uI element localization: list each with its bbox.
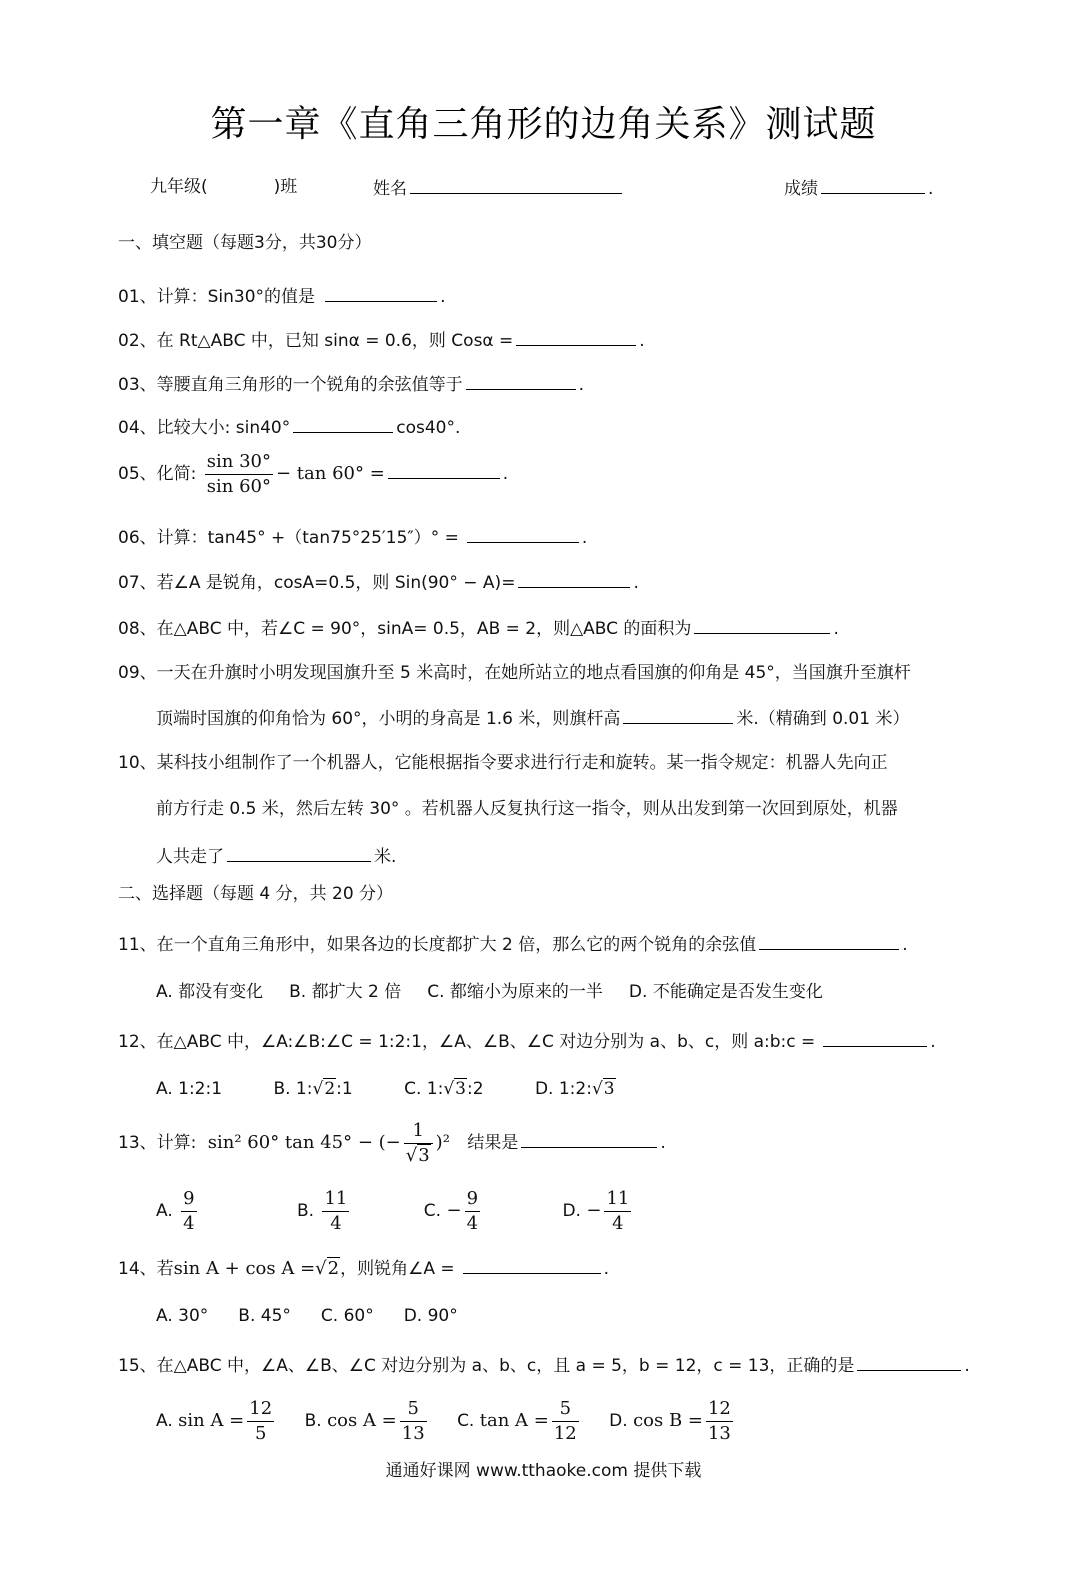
- question-02: 02、在 Rt△ABC 中，已知 sinα = 0.6，则 Cosα = .: [118, 327, 645, 353]
- answer-blank-11[interactable]: [759, 931, 899, 950]
- question-10-text-d: 米.: [374, 847, 397, 867]
- sqrt-radicand: 3: [455, 1079, 466, 1099]
- question-15: 15、在△ABC 中，∠A、∠B、∠C 对边分别为 a、b、c，且 a = 5，b = 12，c = 13，正确的是 .: [118, 1352, 970, 1378]
- question-05: 05、化简: $\frac{\sin 30^\circ}{\sin 60^\circ}$ − tan 60° = .: [118, 450, 509, 497]
- option-14-c[interactable]: C. 60°: [320, 1306, 374, 1326]
- answer-blank-01[interactable]: [325, 283, 437, 302]
- question-10-line2: 前方行走 0.5 米，然后左转 30° 。若机器人反复执行这一指令，则从出发到第一次回到原处，机器: [156, 799, 898, 819]
- option-12-a[interactable]: A. 1:2:1: [156, 1079, 223, 1099]
- question-14: 14、若sin A + cos A =√2，则锐角∠A = .: [118, 1255, 609, 1281]
- name-blank[interactable]: [410, 175, 622, 194]
- fraction-numerator: 12: [247, 1397, 274, 1422]
- question-13-expr-a: sin² 60° tan 45° − (−: [207, 1132, 401, 1153]
- sqrt-symbol: √2: [312, 1079, 336, 1099]
- fraction-numerator: 5: [552, 1397, 579, 1422]
- question-14-expr: sin A + cos A =: [173, 1258, 316, 1279]
- option-lhs: cos B =: [633, 1410, 703, 1431]
- option-letter: B.: [304, 1411, 322, 1431]
- sqrt-radicand: 3: [603, 1079, 615, 1099]
- option-14-d[interactable]: D. 90°: [403, 1306, 458, 1326]
- question-09-line2: [156, 705, 909, 731]
- question-05-text-a: 05、化简:: [118, 464, 197, 484]
- option-fraction: [247, 1397, 274, 1446]
- question-09-line1: 09、一天在升旗时小明发现国旗升至 5 米高时，在她所站立的地点看国旗的仰角是 45°，当国旗升至旗杆: [118, 663, 911, 683]
- option-12-b-suffix: :1: [336, 1079, 353, 1099]
- question-13-expr-b: )²: [435, 1132, 450, 1153]
- option-12-c-suffix: :2: [467, 1079, 484, 1099]
- question-13-label: 13、计算:: [118, 1133, 197, 1153]
- score-field: 成绩 .: [784, 175, 933, 201]
- option-sign: −: [586, 1200, 602, 1221]
- question-10-line3: [156, 843, 396, 869]
- fraction-denominator: √3: [405, 1144, 430, 1166]
- question-12: 12、在△ABC 中，∠A:∠B:∠C = 1:2:1，∠A、∠B、∠C 对边分别为 a、b、c，则 a:b:c = .: [118, 1028, 936, 1054]
- score-blank[interactable]: [821, 175, 925, 194]
- answer-blank-06[interactable]: [467, 524, 579, 543]
- question-14-prefix: 14、若: [118, 1259, 174, 1279]
- question-09-text-b: 顶端时国旗的仰角恰为 60°，小明的身高是 1.6 米，则旗杆高: [156, 709, 621, 729]
- fraction-numerator: 12: [706, 1397, 733, 1422]
- question-04-text-a: 04、比较大小: sin40°: [118, 418, 291, 438]
- page-title: 第一章《直角三角形的边角关系》测试题: [210, 104, 877, 145]
- answer-blank-04[interactable]: [293, 414, 393, 433]
- question-01-text: 01、计算：Sin30°的值是: [118, 287, 316, 307]
- option-fraction: [706, 1397, 733, 1446]
- question-02-text: 02、在 Rt△ABC 中，已知 sinα = 0.6，则 Cosα =: [118, 331, 514, 351]
- question-12-options: [156, 1077, 642, 1101]
- fraction-denominator: 13: [707, 1422, 731, 1444]
- question-05-expr: − tan 60° =: [275, 463, 385, 484]
- sqrt-symbol: √3: [443, 1079, 466, 1099]
- option-letter: A.: [156, 1411, 173, 1431]
- answer-blank-10[interactable]: [227, 843, 371, 862]
- name-field: [373, 175, 625, 201]
- answer-blank-09[interactable]: [623, 705, 733, 724]
- fraction-denominator: sin 60°: [206, 475, 271, 497]
- sqrt-radicand: 2: [327, 1258, 340, 1279]
- grade-class-field: [150, 175, 297, 199]
- option-11-c[interactable]: C. 都缩小为原来的一半: [427, 982, 603, 1002]
- section2-heading: 二、选择题（每题 4 分，共 20 分）: [118, 884, 394, 904]
- question-11: 11、在一个直角三角形中，如果各边的长度都扩大 2 倍，那么它的两个锐角的余弦值 .: [118, 931, 908, 957]
- option-lhs: cos A =: [327, 1410, 397, 1431]
- option-14-b[interactable]: B. 45°: [238, 1306, 291, 1326]
- question-10-text-c: 人共走了: [156, 847, 224, 867]
- fraction-denominator: 12: [553, 1422, 577, 1444]
- question-11-text: 11、在一个直角三角形中，如果各边的长度都扩大 2 倍，那么它的两个锐角的余弦值: [118, 935, 757, 955]
- answer-blank-03[interactable]: [466, 371, 576, 390]
- question-06: 06、计算：tan45° +（tan75°25′15″）° = .: [118, 524, 587, 550]
- fraction-sin30-sin60: [205, 450, 273, 499]
- fraction-denominator: 4: [330, 1212, 342, 1234]
- sqrt-symbol: √3: [591, 1079, 615, 1099]
- fraction-denominator: 13: [401, 1422, 425, 1444]
- fraction-denominator: 5: [254, 1422, 267, 1444]
- sqrt-radicand: 2: [324, 1079, 336, 1099]
- sqrt-radicand: 3: [418, 1144, 430, 1166]
- question-01: 01、计算：Sin30°的值是 .: [118, 283, 445, 309]
- option-fraction: [552, 1397, 579, 1446]
- question-08: 08、在△ABC 中，若∠C = 90°，sinA= 0.5，AB = 2，则△ABC 的面积为 .: [118, 615, 839, 641]
- question-11-options: [156, 980, 849, 1004]
- question-04-text-b: cos40°.: [396, 418, 461, 438]
- option-fraction: [322, 1187, 349, 1236]
- option-fraction: [181, 1187, 196, 1236]
- question-12-text: 12、在△ABC 中，∠A:∠B:∠C = 1:2:1，∠A、∠B、∠C 对边分别为 a、b、c，则 a:b:c =: [118, 1032, 816, 1052]
- option-12-d-prefix: D. 1:2:: [534, 1079, 592, 1099]
- class-label: )班: [273, 177, 298, 197]
- answer-blank-07[interactable]: [518, 569, 630, 588]
- option-fraction: [465, 1187, 480, 1236]
- option-letter: B.: [297, 1201, 315, 1221]
- option-12-b[interactable]: [273, 1077, 352, 1101]
- option-11-b[interactable]: B. 都扩大 2 倍: [289, 982, 402, 1002]
- answer-blank-05[interactable]: [388, 460, 500, 479]
- grade-label: 九年级(: [150, 177, 208, 197]
- option-letter: D.: [609, 1411, 628, 1431]
- answer-blank-12[interactable]: [823, 1028, 927, 1047]
- question-14-suffix: ，则锐角∠A =: [340, 1259, 455, 1279]
- option-fraction: [400, 1397, 427, 1446]
- question-15-options: [156, 1394, 762, 1448]
- question-03-text: 03、等腰直角三角形的一个锐角的余弦值等于: [118, 375, 463, 395]
- option-13-c[interactable]: [424, 1184, 483, 1238]
- fraction-numerator: 11: [322, 1187, 349, 1212]
- option-sign: −: [446, 1200, 462, 1221]
- option-12-c[interactable]: [404, 1077, 483, 1101]
- fraction-denominator: 4: [183, 1212, 195, 1234]
- fraction-numerator: 11: [604, 1187, 631, 1212]
- name-label: 姓名: [373, 179, 407, 199]
- option-letter: C.: [457, 1411, 475, 1431]
- option-letter: D.: [562, 1201, 581, 1221]
- option-15-d[interactable]: [609, 1394, 736, 1448]
- answer-blank-02[interactable]: [516, 327, 636, 346]
- fraction-numerator: 5: [400, 1397, 427, 1422]
- option-15-b[interactable]: [305, 1394, 430, 1448]
- score-label: 成绩: [784, 179, 818, 199]
- question-13: 13、计算: sin² 60° tan 45° − (− $\frac{1}{√3}$ )² 结果是 .: [118, 1119, 666, 1166]
- option-12-c-prefix: C. 1:: [404, 1079, 444, 1099]
- fraction-denominator: 4: [466, 1212, 479, 1234]
- option-fraction: [604, 1187, 631, 1236]
- option-11-a[interactable]: A. 都没有变化: [156, 982, 264, 1002]
- question-03: 03、等腰直角三角形的一个锐角的余弦值等于 .: [118, 371, 584, 397]
- question-09-text-c: 米.（精确到 0.01 米）: [736, 709, 910, 729]
- option-15-a[interactable]: [156, 1394, 277, 1448]
- option-lhs: sin A =: [178, 1410, 245, 1431]
- fraction-numerator: 9: [465, 1187, 480, 1212]
- fraction-numerator: 1: [404, 1119, 433, 1144]
- question-14-options: [156, 1304, 484, 1328]
- option-13-b[interactable]: [297, 1184, 352, 1238]
- section1-heading: 一、填空题（每题3分，共30分）: [118, 233, 372, 253]
- fraction-numerator: sin 30°: [205, 450, 273, 475]
- option-lhs: tan A =: [479, 1410, 549, 1431]
- option-13-d[interactable]: [562, 1184, 634, 1238]
- question-04: [118, 414, 460, 440]
- option-11-d[interactable]: D. 不能确定是否发生变化: [628, 982, 823, 1002]
- answer-blank-14[interactable]: [463, 1255, 601, 1274]
- page-footer: 通通好课网 www.tthaoke.com 提供下载: [385, 1461, 702, 1481]
- answer-blank-15[interactable]: [857, 1352, 961, 1371]
- option-letter: A.: [156, 1201, 173, 1221]
- option-15-c[interactable]: [457, 1394, 582, 1448]
- option-12-b-prefix: B. 1:: [273, 1079, 313, 1099]
- question-13-options: [156, 1184, 660, 1238]
- fraction-numerator: 9: [181, 1187, 196, 1212]
- option-14-a[interactable]: A. 30°: [156, 1306, 209, 1326]
- option-13-a[interactable]: [156, 1184, 200, 1238]
- option-letter: C.: [423, 1201, 442, 1221]
- sqrt-symbol: √2: [315, 1258, 340, 1279]
- question-08-text: 08、在△ABC 中，若∠C = 90°，sinA= 0.5，AB = 2，则△ABC 的面积为: [118, 619, 692, 639]
- question-13-tail: 结果是: [467, 1133, 519, 1153]
- fraction-denominator: 4: [612, 1212, 624, 1234]
- answer-blank-13[interactable]: [521, 1129, 657, 1148]
- option-12-d[interactable]: [535, 1077, 616, 1101]
- answer-blank-08[interactable]: [694, 615, 830, 634]
- question-15-text: 15、在△ABC 中，∠A、∠B、∠C 对边分别为 a、b、c，且 a = 5，b = 12，c = 13，正确的是: [118, 1356, 855, 1376]
- question-10-line1: 10、某科技小组制作了一个机器人，它能根据指令要求进行行走和旋转。某一指令规定：机器人先向正: [118, 753, 888, 773]
- question-07-text: 07、若∠A 是锐角，cosA=0.5，则 Sin(90° − A)=: [118, 573, 516, 593]
- question-06-text: 06、计算：tan45° +（tan75°25′15″）° =: [118, 528, 459, 548]
- fraction-one-over-sqrt3: [404, 1119, 433, 1168]
- question-07: 07、若∠A 是锐角，cosA=0.5，则 Sin(90° − A)= .: [118, 569, 639, 595]
